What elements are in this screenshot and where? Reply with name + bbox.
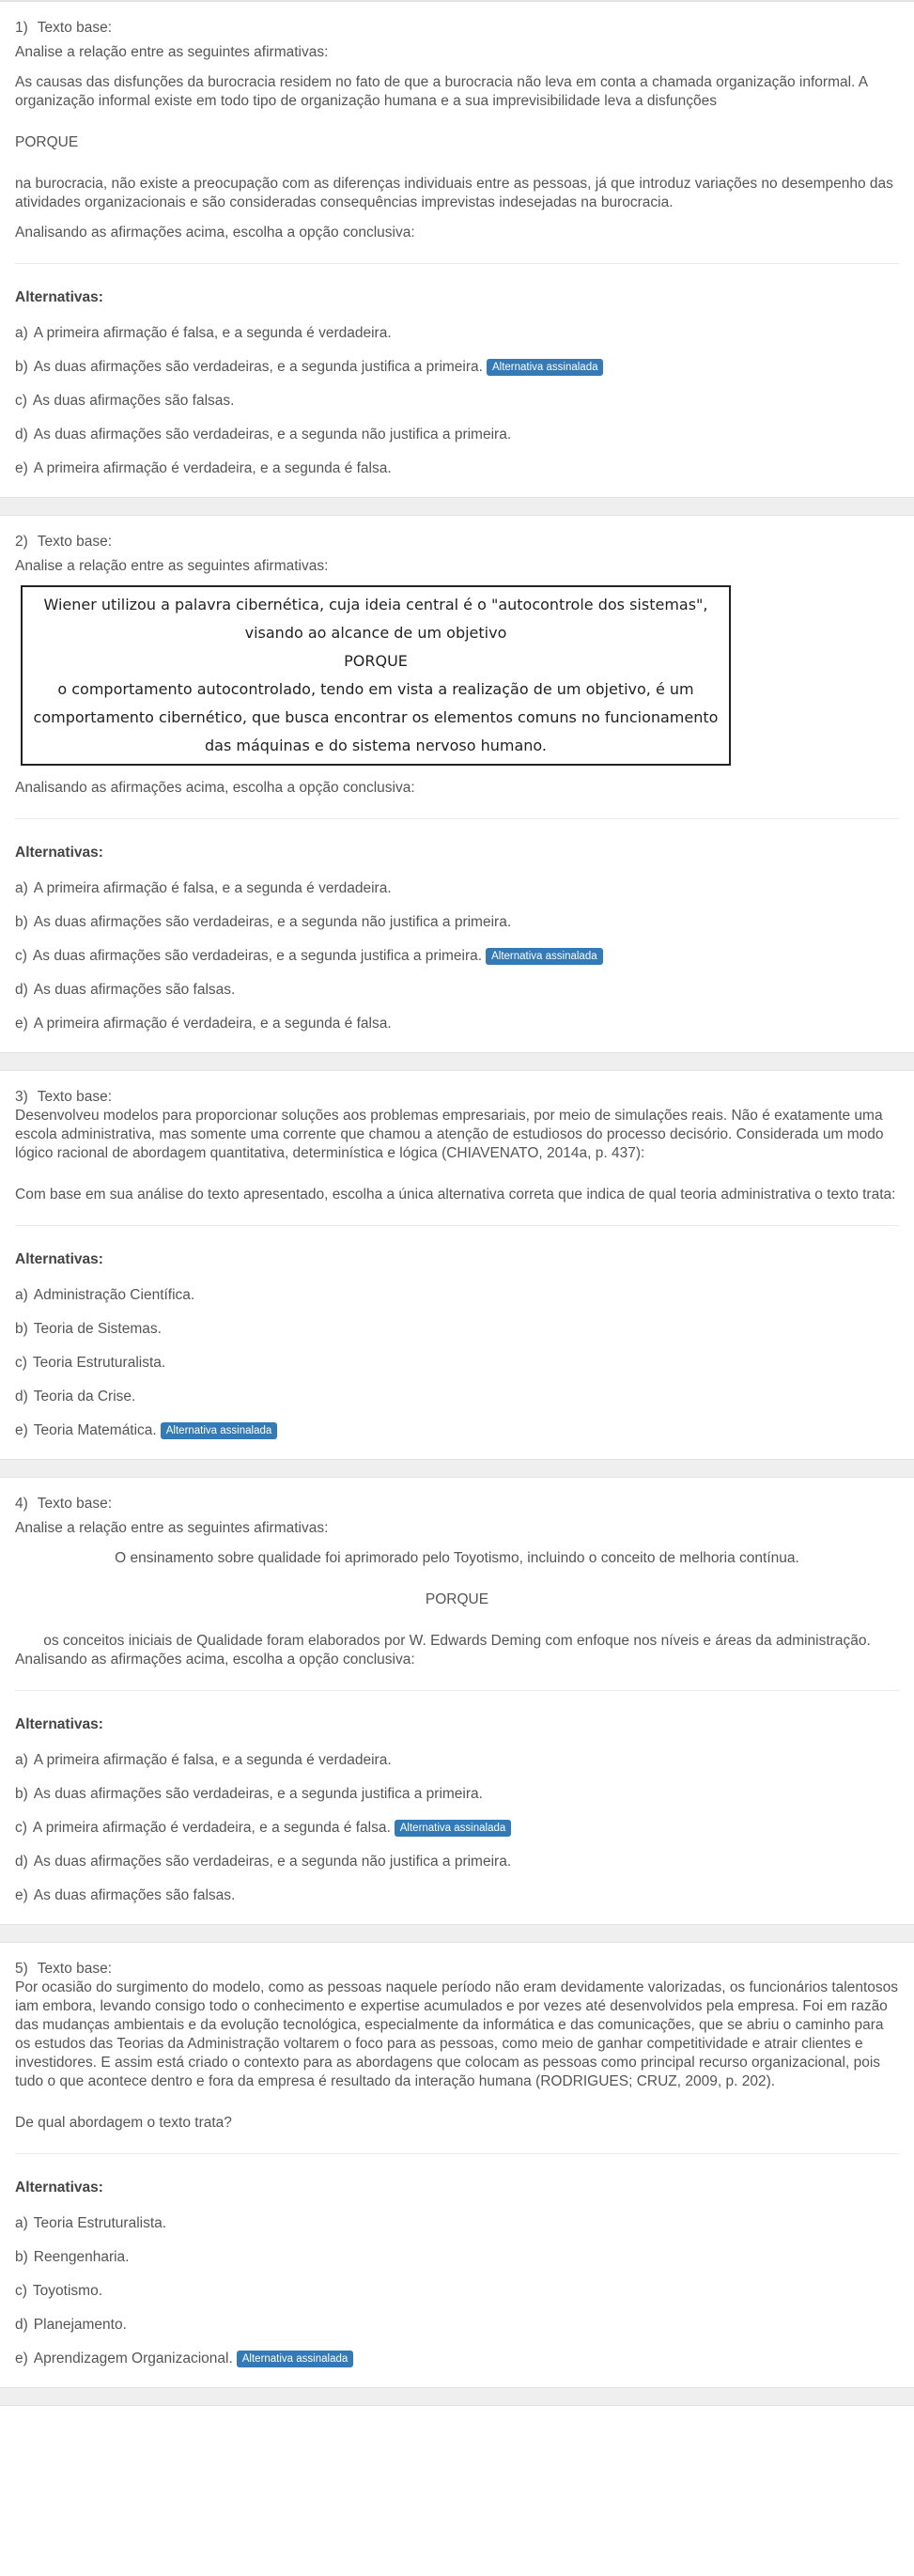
selected-badge: Alternativa assinalada: [161, 1422, 278, 1439]
alternative-a[interactable]: a) Administração Científica.: [15, 1287, 195, 1303]
selected-badge: Alternativa assinalada: [487, 359, 604, 376]
alternative-b[interactable]: b) As duas afirmações são verdadeiras, e a segunda justifica a primeira. Alternativa assinalada: [15, 358, 899, 377]
question-gap: [0, 2387, 914, 2406]
separator: [15, 818, 899, 819]
alternative-e[interactable]: e) Aprendizagem Organizacional. Alternativa assinalada: [15, 2350, 899, 2368]
question-intro: Analise a relação entre as seguintes afirmativas:: [15, 558, 329, 574]
alternative-a[interactable]: a) A primeira afirmação é falsa, e a segunda é verdadeira.: [15, 880, 392, 896]
alternative-c[interactable]: c) Teoria Estruturalista.: [15, 1355, 166, 1371]
question-gap: [0, 1052, 914, 1071]
porque-connector: PORQUE: [344, 652, 408, 670]
alternative-b[interactable]: b) Reengenharia.: [15, 2249, 130, 2265]
question-4: [0, 1478, 914, 1924]
question-gap: [0, 497, 914, 516]
question-label: Texto base:: [37, 534, 113, 550]
alternative-d[interactable]: d) As duas afirmações são verdadeiras, e a segunda não justifica a primeira.: [15, 427, 512, 442]
statement-2: os conceitos iniciais de Qualidade foram elaborados por W. Edwards Deming com enfoque nos níveis e áreas da administração.: [43, 1633, 871, 1649]
alternatives-list: [15, 324, 899, 478]
question-prompt: Com base em sua análise do texto apresentado, escolha a única alternativa correta que indica de qual teoria administrativa o texto trata:: [15, 1187, 896, 1203]
alternative-a[interactable]: a) A primeira afirmação é falsa, e a segunda é verdadeira.: [15, 1752, 392, 1768]
question-gap: [0, 1459, 914, 1478]
separator: [15, 1225, 899, 1226]
question-prompt: De qual abordagem o texto trata?: [15, 2115, 232, 2131]
question-prompt: Analisando as afirmações acima, escolha a opção conclusiva:: [15, 1652, 415, 1668]
question-number: 4): [15, 1496, 28, 1512]
alternative-c[interactable]: c) As duas afirmações são verdadeiras, e a segunda justifica a primeira. Alternativa assinalada: [15, 947, 899, 966]
alternative-b[interactable]: b) Teoria de Sistemas.: [15, 1321, 162, 1337]
alternative-a[interactable]: a) Teoria Estruturalista.: [15, 2215, 167, 2231]
question-intro: Analise a relação entre as seguintes afirmativas:: [15, 44, 329, 60]
alternative-b[interactable]: b) As duas afirmações são verdadeiras, e a segunda não justifica a primeira.: [15, 914, 512, 930]
alternatives-list: [15, 2214, 899, 2368]
alternative-d[interactable]: d) As duas afirmações são verdadeiras, e a segunda não justifica a primeira.: [15, 1854, 512, 1870]
question-header: [15, 19, 899, 38]
question-prompt: Analisando as afirmações acima, escolha a opção conclusiva:: [15, 225, 415, 241]
alternative-c[interactable]: c) As duas afirmações são falsas.: [15, 393, 235, 409]
alternative-d[interactable]: d) Teoria da Crise.: [15, 1389, 136, 1404]
alternatives-title: Alternativas:: [15, 1251, 103, 1267]
statement-1: As causas das disfunções da burocracia residem no fato de que a burocracia não leva em conta a chamada organização informal. A organização informal existe em todo tipo de organização humana e a sua imprevisibilidade leva a disfunções: [15, 74, 868, 109]
question-intro: Analise a relação entre as seguintes afirmativas:: [15, 1520, 329, 1536]
alternatives-title: Alternativas:: [15, 2180, 103, 2196]
alternatives-title: Alternativas:: [15, 1716, 103, 1732]
porque-connector: PORQUE: [15, 134, 79, 150]
alternatives-title: Alternativas:: [15, 845, 103, 861]
question-number: 1): [15, 20, 28, 36]
separator: [15, 263, 899, 264]
question-5: [0, 1943, 914, 2387]
question-gap: [0, 1924, 914, 1943]
alternative-e[interactable]: e) A primeira afirmação é verdadeira, e a segunda é falsa.: [15, 460, 392, 476]
question-text: Por ocasião do surgimento do modelo, como as pessoas naquele período não eram devidamente valorizadas, os funcionários talentosos iam embora, levando consigo todo o conhecimento e expertise acumulados e por vezes até desenvolvidos pela empresa. Foi em razão das mudanças ambientais e da evolução tecnológica, especialmente da informática e das comunicações, que se abriu o caminho para os estudos das Teorias da Administração voltarem o foco para as pessoas, como meio de ganhar competitividade e atrair clientes e investidores. E assim está criado o contexto para as abordagens que colocam as pessoas como principal recurso organizacional, pois tudo o que acontece dentro e fora da empresa é resultado da interação humana (RODRIGUES; CRUZ, 2009, p. 202).: [15, 1979, 899, 2089]
question-2: [0, 516, 914, 1052]
question-label: Texto base:: [37, 1496, 113, 1512]
question-header: [15, 1088, 899, 1107]
alternative-e[interactable]: e) A primeira afirmação é verdadeira, e a segunda é falsa.: [15, 1016, 392, 1032]
question-label: Texto base:: [37, 20, 113, 36]
alternative-b[interactable]: b) As duas afirmações são verdadeiras, e a segunda justifica a primeira.: [15, 1786, 483, 1802]
question-header: [15, 533, 899, 551]
separator: [15, 2153, 899, 2154]
alternative-c[interactable]: c) A primeira afirmação é verdadeira, e a segunda é falsa. Alternativa assinalada: [15, 1819, 899, 1838]
porque-connector: PORQUE: [425, 1591, 489, 1607]
alternative-e[interactable]: e) Teoria Matemática. Alternativa assinalada: [15, 1421, 899, 1440]
question-label: Texto base:: [37, 1961, 113, 1977]
alternatives-title: Alternativas:: [15, 289, 103, 305]
question-prompt: Analisando as afirmações acima, escolha a opção conclusiva:: [15, 780, 415, 796]
statements-box: Wiener utilizou a palavra cibernética, cuja ideia central é o "autocontrole dos sistemas", visando ao alcance de um objetivo PORQUE o comportamento autocontrolado, tendo em vista a realização de um objetivo, é um comportamento cibernético, que busca encontrar os elementos comuns no funcionamento das máquinas e do sistema nervoso humano.: [21, 585, 731, 766]
selected-badge: Alternativa assinalada: [486, 948, 603, 965]
statement-1: O ensinamento sobre qualidade foi aprimorado pelo Toyotismo, incluindo o conceito de melhoria contínua.: [115, 1550, 799, 1566]
question-1: [0, 2, 914, 497]
alternatives-list: [15, 1286, 899, 1440]
question-header: [15, 1960, 899, 1979]
question-number: 5): [15, 1961, 28, 1977]
question-text: Desenvolveu modelos para proporcionar soluções aos problemas empresariais, por meio de simulações reais. Não é exatamente uma escola administrativa, mas somente uma corrente que chamou a atenção de estudiosos do processo decisório. Considerada um modo lógico racional de abordagem quantitativa, determinística e lógica (CHIAVENATO, 2014a, p. 437):: [15, 1108, 884, 1161]
alternative-e[interactable]: e) As duas afirmações são falsas.: [15, 1887, 236, 1903]
statement-2: na burocracia, não existe a preocupação com as diferenças individuais entre as pessoas, já que introduz variações no desempenho das atividades organizacionais e são consideradas consequências imprevistas indesejadas na burocracia.: [15, 176, 893, 210]
selected-badge: Alternativa assinalada: [237, 2351, 354, 2367]
question-3: [0, 1071, 914, 1459]
question-number: 3): [15, 1089, 28, 1105]
separator: [15, 1690, 899, 1691]
alternatives-list: [15, 879, 899, 1033]
question-header: [15, 1495, 899, 1513]
question-label: Texto base:: [37, 1089, 113, 1105]
alternative-a[interactable]: a) A primeira afirmação é falsa, e a segunda é verdadeira.: [15, 325, 392, 341]
alternative-c[interactable]: c) Toyotismo.: [15, 2283, 103, 2299]
alternative-d[interactable]: d) Planejamento.: [15, 2317, 127, 2333]
question-number: 2): [15, 534, 28, 550]
alternative-d[interactable]: d) As duas afirmações são falsas.: [15, 982, 236, 998]
selected-badge: Alternativa assinalada: [395, 1820, 512, 1837]
alternatives-list: [15, 1751, 899, 1905]
